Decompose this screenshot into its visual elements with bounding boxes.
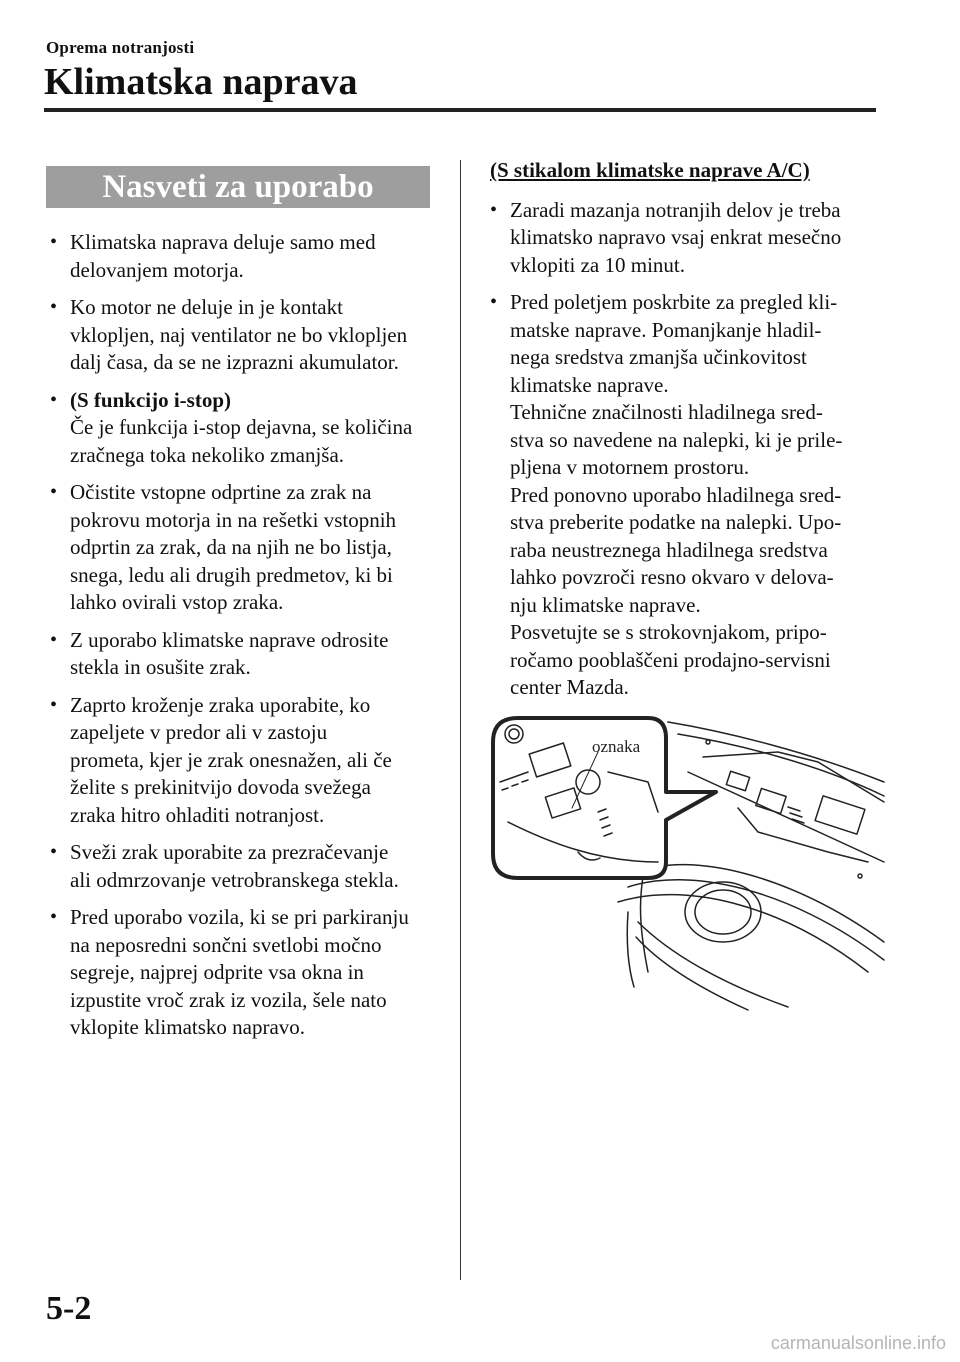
bullet-icon: •: [50, 906, 58, 928]
list-item-line: klimatsko napravo vsaj enkrat mesečno: [510, 225, 842, 249]
list-item: [490, 197, 885, 280]
bullet-icon: •: [50, 693, 58, 716]
list-item-line: zapeljete v predor ali v zastoju: [70, 720, 328, 744]
page-number: 5-2: [46, 1290, 92, 1327]
list-item-line: na neposredni sončni svetlobi močno: [70, 932, 382, 957]
list-item-line: klimatske naprave.: [510, 372, 669, 397]
list-item-line: raba neustreznega hladilnega sredstva: [510, 537, 828, 562]
list-item: [50, 479, 440, 617]
list-item-line: vklopljen, naj ventilator ne bo vklopljen: [70, 322, 408, 347]
list-item-line: zraka hitro ohladiti notranjost.: [70, 802, 325, 827]
list-item-line: center Mazda.: [510, 675, 629, 699]
bullet-icon: •: [490, 291, 498, 313]
list-item-line: želite s prekinitvijo dovoda svežega: [70, 775, 371, 799]
list-item-line: Pred uporabo vozila, ki se pri parkiranju: [70, 905, 409, 929]
list-item-line: pokrovu motorja in na rešetki vstopnih: [70, 507, 397, 532]
list-item-line: Če je funkcija i-stop dejavna, se količina: [70, 415, 413, 439]
bullet-icon: •: [50, 296, 58, 318]
section-banner: Nasveti za uporabo: [46, 166, 430, 208]
list-item-line: Pred ponovno uporabo hladilnega sred-: [510, 482, 842, 507]
list-item-line: lahko ovirali vstop zraka.: [70, 590, 284, 614]
bullet-icon: •: [50, 481, 58, 503]
list-item-line: pljena v motornem prostoru.: [510, 455, 750, 479]
list-item-line: matske naprave. Pomanjkanje hladil-: [510, 317, 822, 342]
list-item-line: stekla in osušite zrak.: [70, 655, 251, 679]
list-item-line: ali odmrzovanje vetrobranskega stekla.: [70, 867, 399, 892]
list-item-line: prometa, kjer je zrak onesnažen, ali če: [70, 747, 392, 772]
list-item: [490, 289, 885, 702]
list-item: [50, 904, 440, 1042]
page-title: Klimatska naprava: [44, 61, 358, 103]
list-item-line: odprtin za zrak, da na njih ne bo listja,: [70, 535, 392, 559]
left-column: [50, 229, 440, 1052]
list-item: [50, 294, 440, 377]
list-item: [50, 627, 440, 682]
callout-label: oznaka: [592, 737, 641, 756]
list-item-line: Posvetujte se s strokovnjakom, pripo-: [510, 620, 827, 644]
bullet-icon: •: [50, 231, 58, 253]
list-item-line: vklopite klimatsko napravo.: [70, 1015, 306, 1039]
list-item-line: delovanjem motorja.: [70, 257, 244, 282]
list-item: [50, 229, 440, 284]
watermark: carmanualsonline.info: [770, 1333, 946, 1353]
left-bullet-list: [50, 229, 440, 1042]
list-item: [50, 387, 440, 470]
list-item: [50, 839, 440, 894]
list-item-line: stva preberite podatke na nalepki. Upo-: [510, 510, 842, 534]
list-item-line: dalj časa, da se ne izprazni akumulator.: [70, 350, 399, 374]
list-item-line: Sveži zrak uporabite za prezračevanje: [70, 840, 389, 864]
list-item-line: ročamo pooblaščeni prodajno-servisni: [510, 647, 831, 672]
list-item-line: izpustite vroč zrak iz vozila, šele nato: [70, 987, 387, 1012]
list-item-line: stva so navedene na nalepki, ki je prile-: [510, 427, 843, 452]
right-bullet-list: [490, 197, 885, 702]
title-divider: [44, 108, 876, 112]
list-item-line: (S funkcijo i-stop): [70, 387, 232, 412]
list-item-line: Zaradi mazanja notranjih delov je treba: [510, 197, 841, 222]
breadcrumb: Oprema notranjosti: [46, 38, 195, 57]
list-item-line: segreje, najprej odprite vsa okna in: [70, 960, 364, 984]
engine-compartment-illustration: [488, 712, 886, 1012]
bullet-icon: •: [50, 628, 58, 651]
list-item-line: lahko povzroči resno okvaro v delova-: [510, 565, 834, 589]
list-item-line: nega sredstva zmanjša učinkovitost: [510, 345, 807, 369]
list-item-line: Ko motor ne deluje in je kontakt: [70, 295, 343, 319]
bullet-icon: •: [50, 388, 58, 411]
list-item-line: Očistite vstopne odprtine za zrak na: [70, 480, 372, 504]
list-item-line: vklopiti za 10 minut.: [510, 252, 685, 277]
right-column: [490, 157, 885, 712]
bullet-icon: •: [50, 841, 58, 863]
list-item-line: nju klimatske naprave.: [510, 592, 701, 617]
bullet-icon: •: [490, 198, 498, 221]
list-item-line: Z uporabo klimatske naprave odrosite: [70, 627, 389, 652]
list-item-line: Klimatska naprava deluje samo med: [70, 230, 376, 254]
list-item-line: Pred poletjem poskrbite za pregled kli-: [510, 290, 838, 314]
subsection-heading: (S stikalom klimatske naprave A/C): [490, 158, 810, 182]
list-item-line: Tehnične značilnosti hladilnega sred-: [510, 400, 823, 424]
list-item-line: snega, ledu ali drugih predmetov, ki bi: [70, 562, 393, 587]
list-item: [50, 692, 440, 830]
list-item-line: zračnega toka nekoliko zmanjša.: [70, 442, 345, 467]
list-item-line: Zaprto kroženje zraka uporabite, ko: [70, 692, 371, 717]
column-divider: [460, 160, 461, 1280]
